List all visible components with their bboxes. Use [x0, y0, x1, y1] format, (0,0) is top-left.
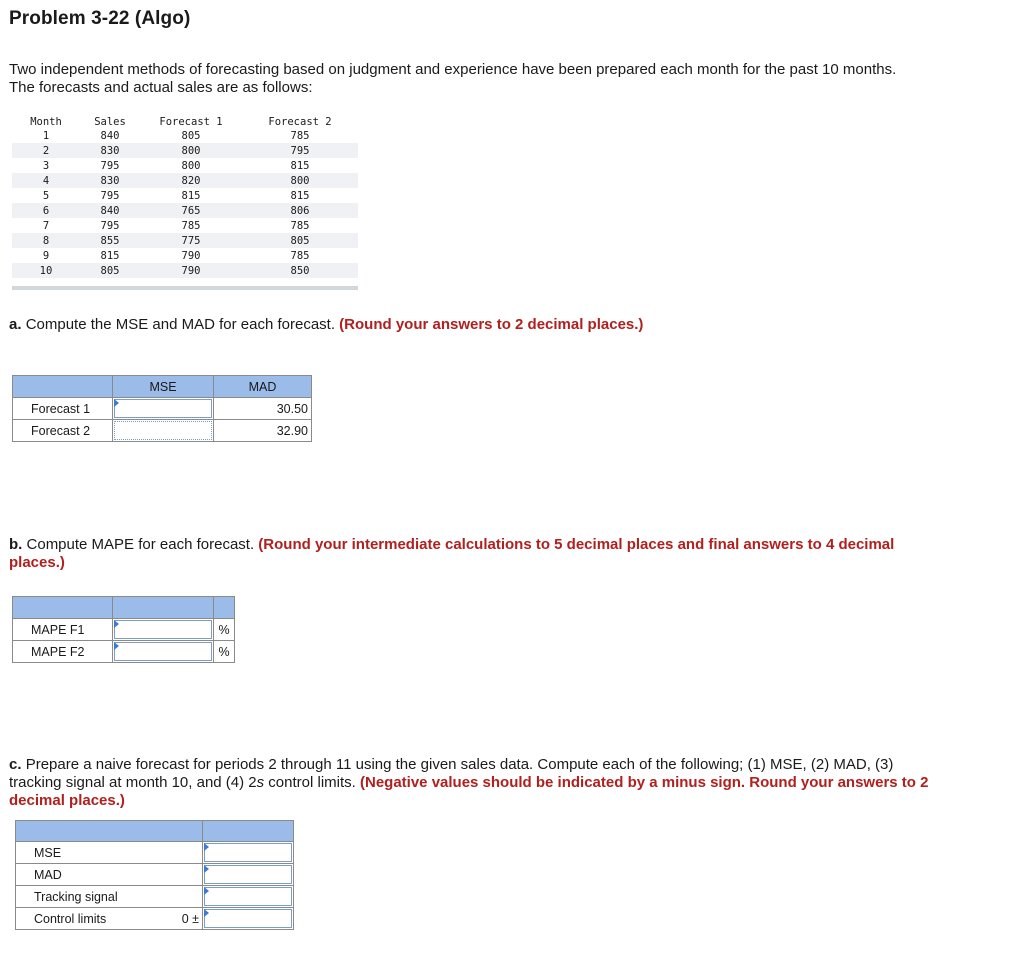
mape-f2-input[interactable] [114, 642, 212, 661]
row-label-mape-f1: MAPE F1 [13, 619, 113, 641]
cell-forecast-1: 765 [140, 203, 242, 218]
mad-forecast-1-value: 30.50 [214, 398, 312, 420]
part-a-question [9, 316, 643, 333]
cell-forecast-2: 850 [242, 263, 358, 278]
intro-line-1: Two independent methods of forecasting based on judgment and experience have been prepared each month for the past 10 months. [9, 61, 897, 78]
table-header-row [12, 115, 358, 128]
part-a-corner-header [13, 376, 113, 398]
col-header-forecast-2: Forecast 2 [242, 115, 358, 128]
part-c-question-line-2 [9, 774, 1019, 791]
table-row [16, 908, 294, 930]
part-c-text-1: Prepare a naive forecast for periods 2 through 11 using the given sales data. Compute each of the following; (1) MSE, (2) MAD, (3) [25, 756, 894, 773]
cell-sales: 795 [100, 159, 120, 172]
cell-month: 3 [42, 159, 50, 172]
mse-forecast-2-cell [113, 420, 214, 442]
cell-forecast-1: 785 [181, 219, 201, 232]
cell-forecast-1: 815 [181, 189, 201, 202]
cell-sales: 830 [80, 143, 140, 158]
table-row [13, 420, 312, 442]
part-b-corner-header [13, 597, 113, 619]
cell-sales: 815 [100, 249, 120, 262]
cell-sales: 805 [80, 263, 140, 278]
table-row [16, 864, 294, 886]
part-b-instruction-2: places.) [9, 554, 65, 571]
part-c-instruction-3: decimal places.) [9, 792, 125, 809]
mape-f1-cell [113, 619, 214, 641]
part-c-answer-table [15, 820, 294, 930]
row-label-naive-mse: MSE [16, 842, 203, 864]
cell-sales: 840 [100, 129, 120, 142]
control-limits-cell [203, 908, 294, 930]
part-a-answer-table [12, 375, 312, 442]
answer-flag-icon [204, 909, 209, 917]
cell-forecast-1: 820 [140, 173, 242, 188]
col-header-forecast-1: Forecast 1 [140, 115, 242, 128]
row-label-control-limits [16, 908, 203, 930]
cell-forecast-1: 800 [140, 143, 242, 158]
part-b-unit-header [214, 597, 235, 619]
control-limits-input[interactable] [204, 909, 292, 928]
intro-line-2: The forecasts and actual sales are as follows: [9, 79, 313, 96]
part-c-text-2s: s [256, 774, 265, 791]
part-c-question-line-1 [9, 756, 1019, 773]
cell-month: 8 [12, 233, 80, 248]
table-row [12, 143, 358, 158]
row-label-mape-f2: MAPE F2 [13, 641, 113, 663]
cell-forecast-2: 795 [242, 143, 358, 158]
row-label-naive-mad: MAD [16, 864, 203, 886]
table-bottom-rule [12, 286, 358, 290]
cell-forecast-1: 790 [140, 263, 242, 278]
mse-forecast-1-input[interactable] [114, 399, 212, 418]
naive-mse-input[interactable] [204, 843, 292, 862]
table-row [13, 398, 312, 420]
answer-flag-icon [114, 620, 119, 628]
cell-month: 10 [12, 263, 80, 278]
cell-forecast-2: 800 [242, 173, 358, 188]
mape-f1-unit: % [214, 619, 235, 641]
table-row [12, 248, 358, 263]
cell-forecast-2: 806 [242, 203, 358, 218]
part-a-instruction: (Round your answers to 2 decimal places.) [339, 316, 644, 333]
part-c-text-2b: control limits. [264, 774, 356, 791]
tracking-signal-cell [203, 886, 294, 908]
naive-mse-cell [203, 842, 294, 864]
cell-month: 6 [12, 203, 80, 218]
cell-forecast-1: 775 [140, 233, 242, 248]
cell-month: 7 [42, 219, 50, 232]
mape-f2-cell [113, 641, 214, 663]
table-row [13, 619, 235, 641]
table-row [16, 886, 294, 908]
part-a-prefix: a. [9, 316, 22, 333]
cell-forecast-1: 790 [181, 249, 201, 262]
cell-sales: 840 [80, 203, 140, 218]
control-limits-label: Control limits [34, 911, 107, 926]
answer-flag-icon [204, 865, 209, 873]
table-row [12, 263, 358, 278]
cell-sales: 855 [80, 233, 140, 248]
part-b-text: Compute MAPE for each forecast. [26, 536, 255, 553]
cell-month: 2 [12, 143, 80, 158]
page-title: Problem 3-22 (Algo) [9, 8, 191, 29]
table-row [12, 233, 358, 248]
part-b-answer-table [12, 596, 235, 663]
part-c-instruction-2: (Negative values should be indicated by a minus sign. Round your answers to 2 [360, 774, 929, 791]
part-b-instruction-1: (Round your intermediate calculations to 5 decimal places and final answers to 4 decimal [258, 536, 895, 553]
cell-sales: 795 [100, 219, 120, 232]
answer-flag-icon [204, 843, 209, 851]
cell-forecast-2: 805 [242, 233, 358, 248]
cell-forecast-2: 785 [290, 219, 310, 232]
tracking-signal-input[interactable] [204, 887, 292, 906]
col-header-sales: Sales [80, 115, 140, 128]
cell-month: 1 [42, 129, 50, 142]
part-b-prefix: b. [9, 536, 23, 553]
mse-forecast-1-cell [113, 398, 214, 420]
sales-forecast-table [12, 115, 358, 278]
table-row [12, 218, 358, 233]
table-row [12, 173, 358, 188]
cell-forecast-2: 815 [290, 159, 310, 172]
table-row [12, 158, 358, 173]
row-label-forecast-1: Forecast 1 [13, 398, 113, 420]
part-c-prefix: c. [9, 756, 22, 773]
cell-month: 9 [42, 249, 50, 262]
table-row [12, 128, 358, 143]
mad-forecast-2-value: 32.90 [214, 420, 312, 442]
cell-forecast-1: 800 [181, 159, 201, 172]
table-row [12, 203, 358, 218]
cell-forecast-2: 785 [290, 129, 310, 142]
table-row [12, 188, 358, 203]
table-row [13, 641, 235, 663]
cell-sales: 830 [80, 173, 140, 188]
answer-flag-icon [114, 399, 119, 407]
part-c-value-header [203, 821, 294, 842]
control-limits-prefix: 0 ± [181, 912, 199, 926]
part-b-question [9, 536, 1009, 553]
col-header-mad: MAD [214, 376, 312, 398]
cell-month: 4 [12, 173, 80, 188]
naive-mad-cell [203, 864, 294, 886]
naive-mad-input[interactable] [204, 865, 292, 884]
part-b-value-header [113, 597, 214, 619]
mape-f2-unit: % [214, 641, 235, 663]
mse-forecast-2-input[interactable] [114, 421, 212, 440]
answer-flag-icon [114, 642, 119, 650]
cell-forecast-1: 805 [181, 129, 201, 142]
row-label-forecast-2: Forecast 2 [13, 420, 113, 442]
part-c-corner-header [16, 821, 203, 842]
part-c-text-2a: tracking signal at month 10, and (4) 2 [9, 774, 257, 791]
row-label-tracking-signal: Tracking signal [16, 886, 203, 908]
cell-sales: 795 [100, 189, 120, 202]
mape-f1-input[interactable] [114, 620, 212, 639]
answer-flag-icon [204, 887, 209, 895]
cell-forecast-2: 785 [290, 249, 310, 262]
table-row [16, 842, 294, 864]
cell-forecast-2: 815 [290, 189, 310, 202]
cell-month: 5 [42, 189, 50, 202]
part-a-text: Compute the MSE and MAD for each forecast. [25, 316, 335, 333]
col-header-month: Month [12, 115, 80, 128]
col-header-mse: MSE [113, 376, 214, 398]
